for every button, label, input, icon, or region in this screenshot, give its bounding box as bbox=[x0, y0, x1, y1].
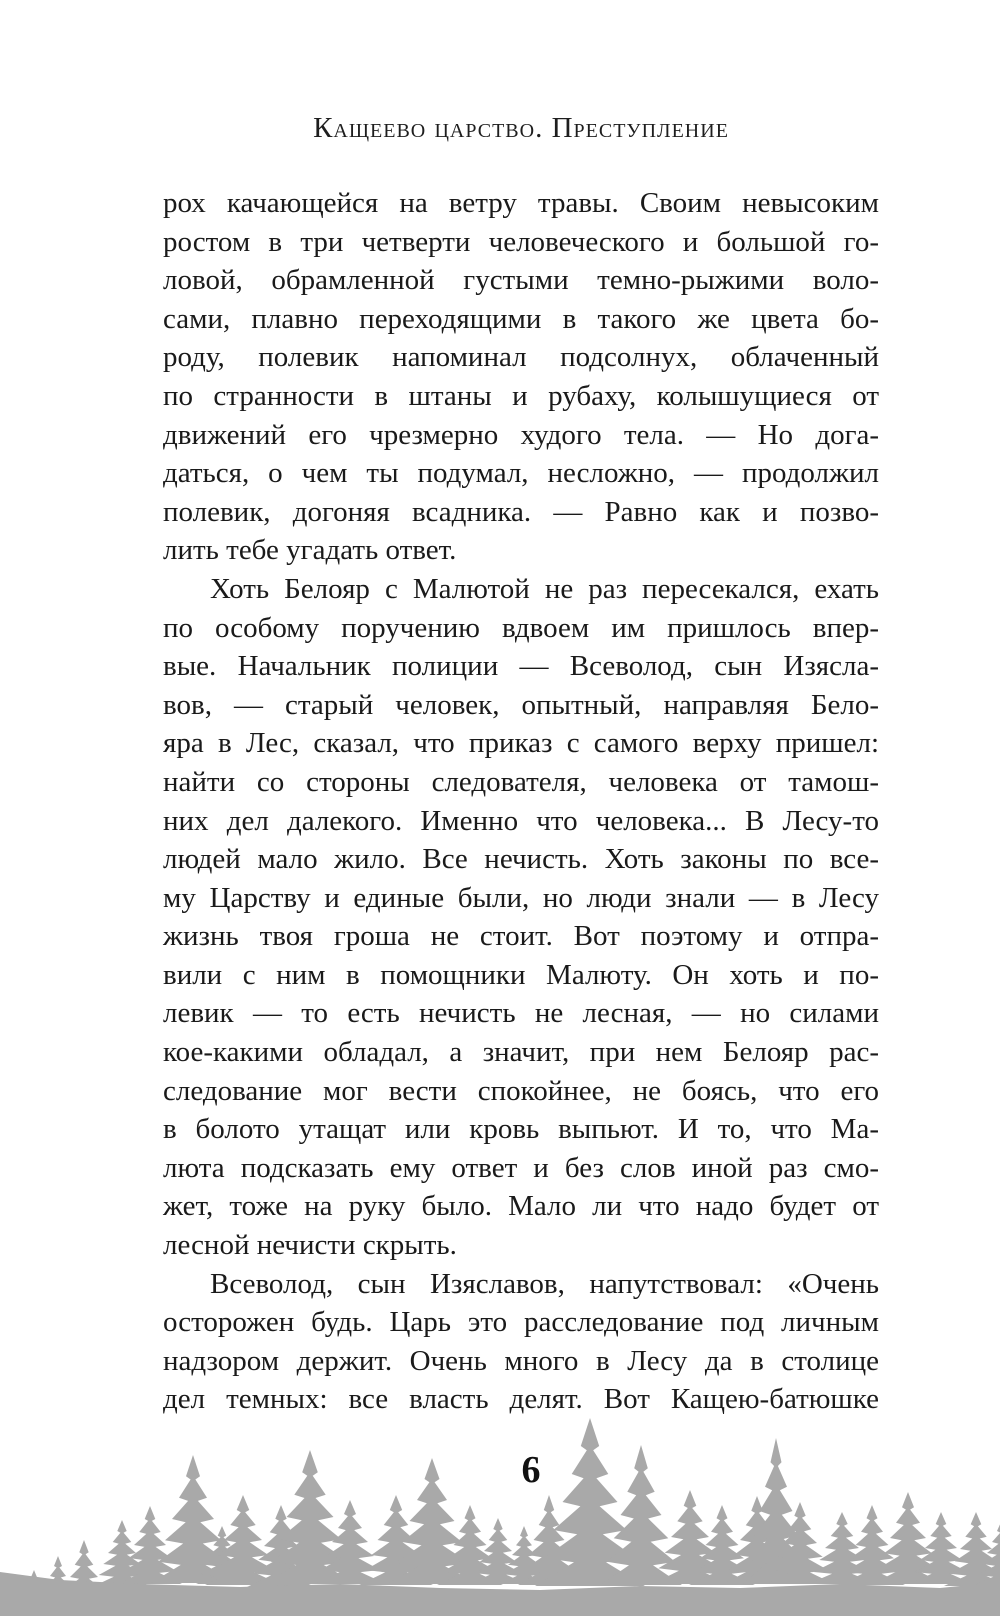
text-line: следование мог вести спокойнее, не боясь, что его bbox=[163, 1074, 879, 1107]
text-line: надзором держит. Очень много в Лесу да в столице bbox=[163, 1344, 879, 1377]
text-line: кое-какими обладал, а значит, при нем Белояр рас- bbox=[163, 1036, 879, 1069]
text-line: ловой, обрамленной густыми темно-рыжими воло- bbox=[163, 264, 879, 297]
text-line: вили с ним в помощники Малюту. Он хоть и по- bbox=[163, 958, 879, 991]
text-line: по странности в штаны и рубаху, колышущиеся от bbox=[163, 379, 879, 412]
text-line: лесной нечисти скрыть. bbox=[163, 1229, 457, 1262]
text-line: вов, — старый человек, опытный, направляя Бело- bbox=[163, 688, 879, 721]
text-line: жет, тоже на руку было. Мало ли что надо будет от bbox=[163, 1190, 879, 1223]
text-line: люта подсказать ему ответ и без слов иной раз смо- bbox=[163, 1151, 879, 1184]
text-line: дел темных: все власть делят. Вот Кащею-батюшке bbox=[163, 1383, 879, 1416]
text-line: лить тебе угадать ответ. bbox=[163, 534, 457, 567]
text-line: в болото утащат или кровь выпьют. И то, что Ма- bbox=[163, 1113, 879, 1146]
text-line: сами, плавно переходящими в такого же цвета бо- bbox=[163, 302, 879, 335]
text-line: левик — то есть нечисть не лесная, — но силами bbox=[163, 997, 879, 1030]
text-line: найти со стороны следователя, человека от тамош- bbox=[163, 765, 879, 798]
text-line: них дел далекого. Именно что человека... В Лесу-то bbox=[163, 804, 879, 837]
text-line: яра в Лес, сказал, что приказ с самого верху пришел: bbox=[163, 727, 879, 760]
text-line: Всеволод, сын Изяславов, напутствовал: «Очень bbox=[210, 1267, 879, 1300]
text-line: ростом в три четверти человеческого и большой го- bbox=[163, 225, 879, 258]
paragraph bbox=[163, 184, 879, 570]
running-header: Кащеево царство. Преступление bbox=[313, 112, 729, 144]
text-line: осторожен будь. Царь это расследование под личным bbox=[163, 1306, 879, 1339]
text-line: му Царству и единые были, но люди знали — в Лесу bbox=[163, 881, 879, 914]
text-line: Хоть Белояр с Малютой не раз пересекался, ехать bbox=[210, 572, 879, 605]
text-line: людей мало жило. Все нечисть. Хоть законы по все- bbox=[163, 843, 879, 876]
text-line: роду, полевик напоминал подсолнух, облаченный bbox=[163, 341, 879, 374]
page-text bbox=[163, 184, 879, 1419]
text-line: по особому поручению вдвоем им пришлось впер- bbox=[163, 611, 879, 644]
text-line: движений его чрезмерно худого тела. — Но дога- bbox=[163, 418, 879, 451]
text-line: даться, о чем ты подумал, несложно, — продолжил bbox=[163, 457, 879, 490]
page-number: 6 bbox=[521, 1449, 541, 1491]
paragraph bbox=[163, 570, 879, 1265]
text-line: вые. Начальник полиции — Всеволод, сын Изясла- bbox=[163, 650, 879, 683]
text-line: полевик, догоняя всадника. — Равно как и позво- bbox=[163, 495, 879, 528]
forest-silhouette-art bbox=[0, 1376, 1000, 1616]
text-line: рох качающейся на ветру травы. Своим невысоким bbox=[163, 187, 879, 219]
text-line: жизнь твоя гроша не стоит. Вот поэтому и отпра- bbox=[163, 920, 879, 953]
